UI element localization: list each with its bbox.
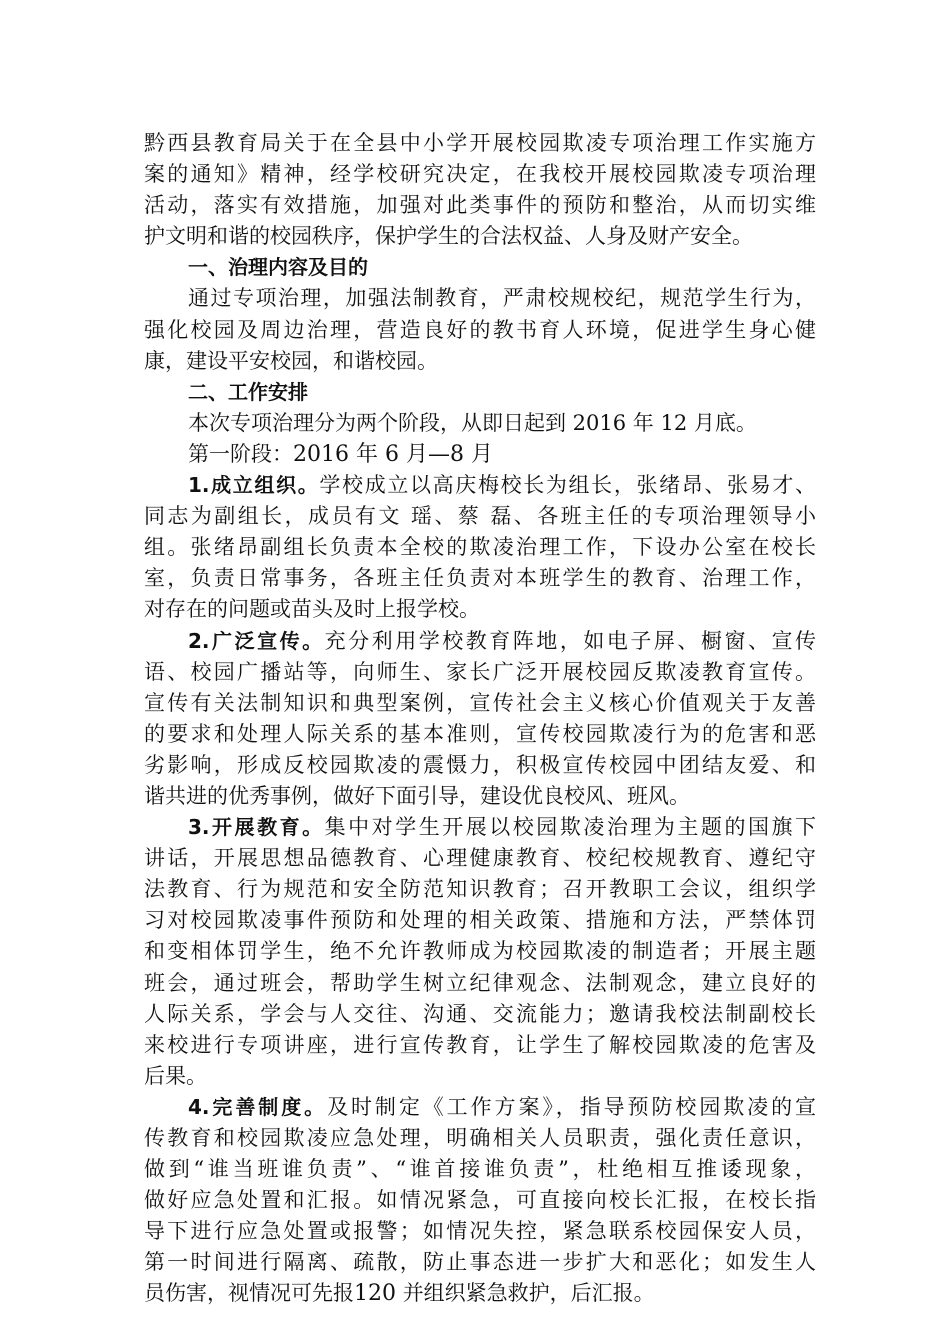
phase1-date: 2016 年 6 月—8 月 — [293, 441, 493, 467]
section1-line: 康，建设平安校园，和谐校园。 — [144, 348, 438, 373]
item1-line: 室，负责日常事务，各班主任负责对本班学生的教育、治理工作， — [144, 566, 816, 591]
item1-line: 组。张绪昂副组长负责本全校的欺凌治理工作，下设办公室在校长 — [144, 535, 816, 560]
item4-last-pre: 员伤害，视情况可先报 — [144, 1281, 354, 1306]
item1-first-text: 学校成立以高庆梅校长为组长，张绪昂、张易才、 — [319, 473, 817, 498]
item1-lead: 1.成立组织。 — [188, 473, 320, 498]
item2-line: 语、校园广播站等，向师生、家长广泛开展校园反欺凌教育宣传。 — [144, 659, 816, 684]
item4-line: 做好应急处置和汇报。如情况紧急，可直接向校长汇报，在校长指 — [144, 1188, 816, 1213]
item2-line: 宣传有关法制知识和典型案例，宣传社会主义核心价值观关于友善 — [144, 690, 816, 715]
item3-line: 讲话，开展思想品德教育、心理健康教育、校纪校规教育、遵纪守 — [144, 846, 816, 871]
item1-first-line — [144, 470, 816, 501]
item3-line: 习对校园欺凌事件预防和处理的相关政策、措施和方法，严禁体罚 — [144, 908, 816, 933]
section-heading-2: 二、工作安排 — [188, 379, 308, 404]
item4-lead: 4.完善制度。 — [188, 1094, 328, 1119]
item2-lead: 2.广泛宣传。 — [188, 628, 325, 653]
item1-line: 同志为副组长，成员有文 瑶、蔡 磊、各班主任的专项治理领导小 — [144, 504, 816, 529]
item2-first-text: 充分利用学校教育阵地，如电子屏、橱窗、宣传 — [324, 628, 817, 653]
item4-line: 第一时间进行隔离、疏散，防止事态进一步扩大和恶化；如发生人 — [144, 1250, 816, 1275]
section-heading-1: 一、治理内容及目的 — [188, 255, 368, 280]
item3-line: 和变相体罚学生，绝不允许教师成为校园欺凌的制造者；开展主题 — [144, 939, 816, 964]
item1-line: 对存在的问题或苗头及时上报学校。 — [144, 597, 480, 622]
item2-first-line — [144, 626, 816, 657]
item3-line: 后果。 — [144, 1063, 207, 1088]
item3-line: 人际关系，学会与人交往、沟通、交流能力；邀请我校法制副校长 — [144, 1001, 816, 1026]
phase1-line — [144, 439, 816, 470]
section2-intro: 本次专项治理分为两个阶段，从即日起到 2016 年 12 月底。 — [188, 410, 757, 435]
item3-lead: 3.开展教育。 — [188, 815, 325, 840]
item4-line: 做到“谁当班谁负责”、“谁首接谁负责”，杜绝相互推诿现象， — [144, 1157, 816, 1182]
document-body — [144, 128, 816, 1310]
intro-line: 活动，落实有效措施，加强对此类事件的预防和整治，从而切实维 — [144, 193, 816, 218]
item4-last-line — [144, 1278, 816, 1309]
item3-line: 法教育、行为规范和安全防范知识教育；召开教职工会议，组织学 — [144, 877, 816, 902]
item3-first-text: 集中对学生开展以校园欺凌治理为主题的国旗下 — [324, 815, 817, 840]
item4-last-number: 120 — [354, 1281, 396, 1307]
item2-line: 的要求和处理人际关系的基本准则，宣传校园欺凌行为的危害和恶 — [144, 721, 816, 746]
item2-line: 谐共进的优秀事例，做好下面引导，建设优良校风、班风。 — [144, 783, 690, 808]
section1-line: 通过专项治理，加强法制教育，严肃校规校纪，规范学生行为， — [188, 286, 816, 311]
intro-line: 护文明和谐的校园秩序，保护学生的合法权益、人身及财产安全。 — [144, 224, 753, 249]
item4-last-post: 并组织紧急救护，后汇报。 — [402, 1281, 655, 1306]
section1-line: 强化校园及周边治理，营造良好的教书育人环境，促进学生身心健 — [144, 317, 816, 342]
item2-line: 劣影响，形成反校园欺凌的震慑力，积极宣传校园中团结友爱、和 — [144, 752, 816, 777]
item4-line: 导下进行应急处置或报警；如情况失控，紧急联系校园保安人员， — [144, 1219, 816, 1244]
item4-first-text: 及时制定《工作方案》，指导预防校园欺凌的宣 — [327, 1094, 817, 1119]
item4-first-line — [144, 1092, 816, 1123]
phase1-prefix: 第一阶段： — [188, 441, 293, 466]
intro-line: 黔西县教育局关于在全县中小学开展校园欺凌专项治理工作实施方 — [144, 131, 816, 155]
item3-line: 班会，通过班会，帮助学生树立纪律观念、法制观念，建立良好的 — [144, 970, 816, 995]
item3-line: 来校进行专项讲座，进行宣传教育，让学生了解校园欺凌的危害及 — [144, 1032, 816, 1057]
item4-line: 传教育和校园欺凌应急处理，明确相关人员职责，强化责任意识， — [144, 1126, 816, 1150]
intro-line: 案的通知》精神，经学校研究决定，在我校开展校园欺凌专项治理 — [144, 162, 816, 187]
item3-first-line — [144, 812, 816, 843]
